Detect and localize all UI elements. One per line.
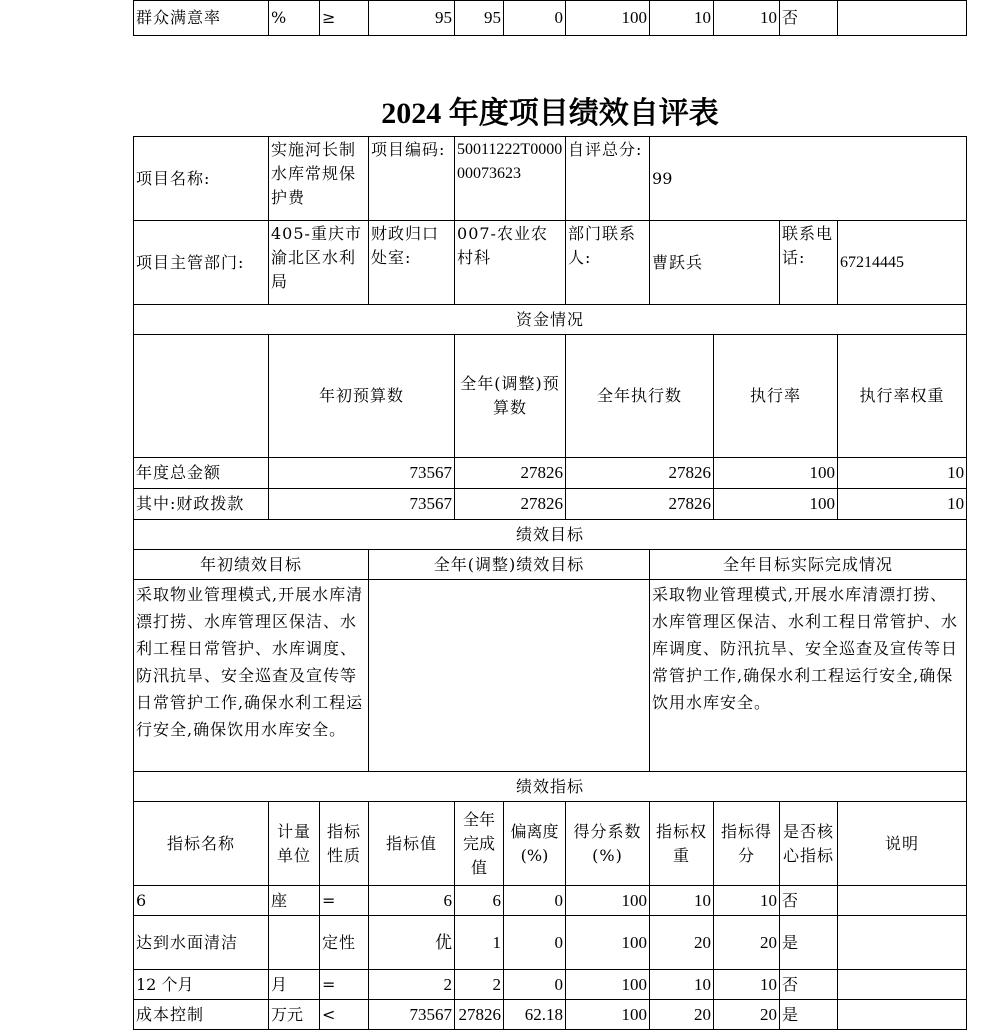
indicator-nature: ≥: [320, 1, 369, 36]
funds-header-blank: [134, 335, 269, 458]
indicator-note: [838, 970, 967, 1000]
indicators-section-title: 绩效指标: [134, 772, 967, 802]
table-row: [134, 886, 967, 916]
funds-row-total: [134, 458, 967, 489]
funds-rate-weight: 10: [838, 489, 967, 520]
indicator-weight: 10: [650, 1, 714, 36]
indicator-unit: 万元: [269, 1000, 320, 1030]
phone-value: 67214445: [838, 221, 967, 305]
funds-executed: 27826: [566, 458, 714, 489]
indicator-name: 12 个月: [134, 970, 269, 1000]
indicator-deviation: 62.18: [504, 1000, 566, 1030]
indicator-coef: 100: [566, 916, 650, 970]
indicator-target: 95: [369, 1, 455, 36]
goals-content-row: [134, 580, 967, 772]
ind-header-note: 说明: [838, 802, 967, 886]
indicator-target: 优: [369, 916, 455, 970]
dept-value: 405-重庆市渝北区水利局: [269, 221, 369, 305]
indicator-deviation: 0: [504, 1, 566, 36]
funds-rate: 100: [714, 458, 838, 489]
indicator-actual: 1: [455, 916, 504, 970]
indicator-weight: 10: [650, 970, 714, 1000]
funds-header-adjusted: 全年(调整)预算数: [455, 335, 566, 458]
indicator-unit: [269, 916, 320, 970]
indicator-score: 20: [714, 916, 780, 970]
contact-value: 曹跃兵: [650, 221, 780, 305]
funds-row-fiscal: [134, 489, 967, 520]
goals-header-initial: 年初绩效目标: [134, 550, 369, 580]
goals-adjusted-text: [369, 580, 650, 772]
project-name-value: 实施河长制水库常规保护费: [269, 137, 369, 221]
funds-rate: 100: [714, 489, 838, 520]
indicators-header-row: [134, 802, 967, 886]
ind-header-target: 指标值: [369, 802, 455, 886]
ind-header-core: 是否核心指标: [780, 802, 838, 886]
indicator-note: [838, 916, 967, 970]
table-row: [134, 1, 967, 36]
funds-header-initial: 年初预算数: [269, 335, 455, 458]
ind-header-deviation: 偏离度(%): [504, 802, 566, 886]
funds-row-label: 年度总金额: [134, 458, 269, 489]
info-row-department: [134, 221, 967, 305]
indicator-nature: 定性: [320, 916, 369, 970]
project-code-value: 50011222T000000073623: [455, 137, 566, 221]
indicator-weight: 20: [650, 916, 714, 970]
funds-adjusted: 27826: [455, 458, 566, 489]
indicator-core: 是: [780, 916, 838, 970]
indicator-coef: 100: [566, 1000, 650, 1030]
indicator-core: 否: [780, 1, 838, 36]
ind-header-unit: 计量单位: [269, 802, 320, 886]
ind-header-actual: 全年完成值: [455, 802, 504, 886]
phone-label: 联系电话:: [780, 221, 838, 305]
project-name-label: 项目名称:: [134, 137, 269, 221]
goals-section-title: 绩效目标: [134, 520, 967, 550]
previous-table-fragment: [133, 0, 967, 36]
indicator-target: 2: [369, 970, 455, 1000]
indicator-unit: 月: [269, 970, 320, 1000]
ind-header-weight: 指标权重: [650, 802, 714, 886]
table-row: [134, 970, 967, 1000]
goals-section-header: [134, 520, 967, 550]
indicator-core: 否: [780, 970, 838, 1000]
page-title: 2024 年度项目绩效自评表: [381, 97, 719, 130]
ind-header-coef: 得分系数(%): [566, 802, 650, 886]
indicator-weight: 10: [650, 886, 714, 916]
indicator-score: 10: [714, 1, 780, 36]
goals-initial-text: 采取物业管理模式,开展水库清漂打捞、水库管理区保洁、水利工程日常管护、水库调度、防汛抗旱、安全巡查及宣传等日常管护工作,确保水利工程运行安全,确保饮用水库安全。: [134, 580, 369, 772]
indicator-name: 群众满意率: [134, 1, 269, 36]
funds-header-rate-weight: 执行率权重: [838, 335, 967, 458]
funds-header-rate: 执行率: [714, 335, 838, 458]
indicator-target: 73567: [369, 1000, 455, 1030]
funds-header-executed: 全年执行数: [566, 335, 714, 458]
indicator-actual: 95: [455, 1, 504, 36]
indicator-core: 是: [780, 1000, 838, 1030]
goals-header-row: [134, 550, 967, 580]
finance-value: 007-农业农村科: [455, 221, 566, 305]
funds-row-label: 其中:财政拨款: [134, 489, 269, 520]
project-code-label: 项目编码:: [369, 137, 455, 221]
funds-rate-weight: 10: [838, 458, 967, 489]
indicator-nature: =: [320, 970, 369, 1000]
dept-label: 项目主管部门:: [134, 221, 269, 305]
indicator-name: 达到水面清洁: [134, 916, 269, 970]
funds-executed: 27826: [566, 489, 714, 520]
goals-header-adjusted: 全年(调整)绩效目标: [369, 550, 650, 580]
goals-header-actual: 全年目标实际完成情况: [650, 550, 967, 580]
indicator-actual: 2: [455, 970, 504, 1000]
indicator-note: [838, 1, 967, 36]
indicator-name: 成本控制: [134, 1000, 269, 1030]
goals-actual-text: 采取物业管理模式,开展水库清漂打捞、水库管理区保洁、水利工程日常管护、水库调度、防汛抗旱、安全巡查及宣传等日常管护工作,确保水利工程运行安全,确保饮用水库安全。: [650, 580, 967, 772]
indicator-deviation: 0: [504, 970, 566, 1000]
funds-initial: 73567: [269, 458, 455, 489]
finance-label: 财政归口处室:: [369, 221, 455, 305]
self-score-label: 自评总分:: [566, 137, 650, 221]
indicator-unit: %: [269, 1, 320, 36]
self-score-value: 99: [650, 137, 967, 221]
indicator-actual: 6: [455, 886, 504, 916]
indicator-target: 6: [369, 886, 455, 916]
funds-initial: 73567: [269, 489, 455, 520]
funds-header-row: [134, 335, 967, 458]
indicator-coef: 100: [566, 886, 650, 916]
indicator-name: 6: [134, 886, 269, 916]
table-row: [134, 916, 967, 970]
indicator-note: [838, 1000, 967, 1030]
indicator-coef: 100: [566, 970, 650, 1000]
indicator-nature: =: [320, 886, 369, 916]
indicator-score: 20: [714, 1000, 780, 1030]
funds-adjusted: 27826: [455, 489, 566, 520]
contact-label: 部门联系人:: [566, 221, 650, 305]
ind-header-nature: 指标性质: [320, 802, 369, 886]
indicator-unit: 座: [269, 886, 320, 916]
indicator-score: 10: [714, 970, 780, 1000]
funds-section-title: 资金情况: [134, 305, 967, 335]
ind-header-score: 指标得分: [714, 802, 780, 886]
indicator-nature: <: [320, 1000, 369, 1030]
evaluation-table: [133, 136, 967, 1030]
indicator-weight: 20: [650, 1000, 714, 1030]
indicator-core: 否: [780, 886, 838, 916]
indicator-note: [838, 886, 967, 916]
indicator-score: 10: [714, 886, 780, 916]
table-row: [134, 1000, 967, 1030]
info-row-project: [134, 137, 967, 221]
indicator-coef: 100: [566, 1, 650, 36]
indicators-section-header: [134, 772, 967, 802]
funds-section-header: [134, 305, 967, 335]
indicator-deviation: 0: [504, 886, 566, 916]
indicator-actual: 27826: [455, 1000, 504, 1030]
ind-header-name: 指标名称: [134, 802, 269, 886]
indicator-deviation: 0: [504, 916, 566, 970]
